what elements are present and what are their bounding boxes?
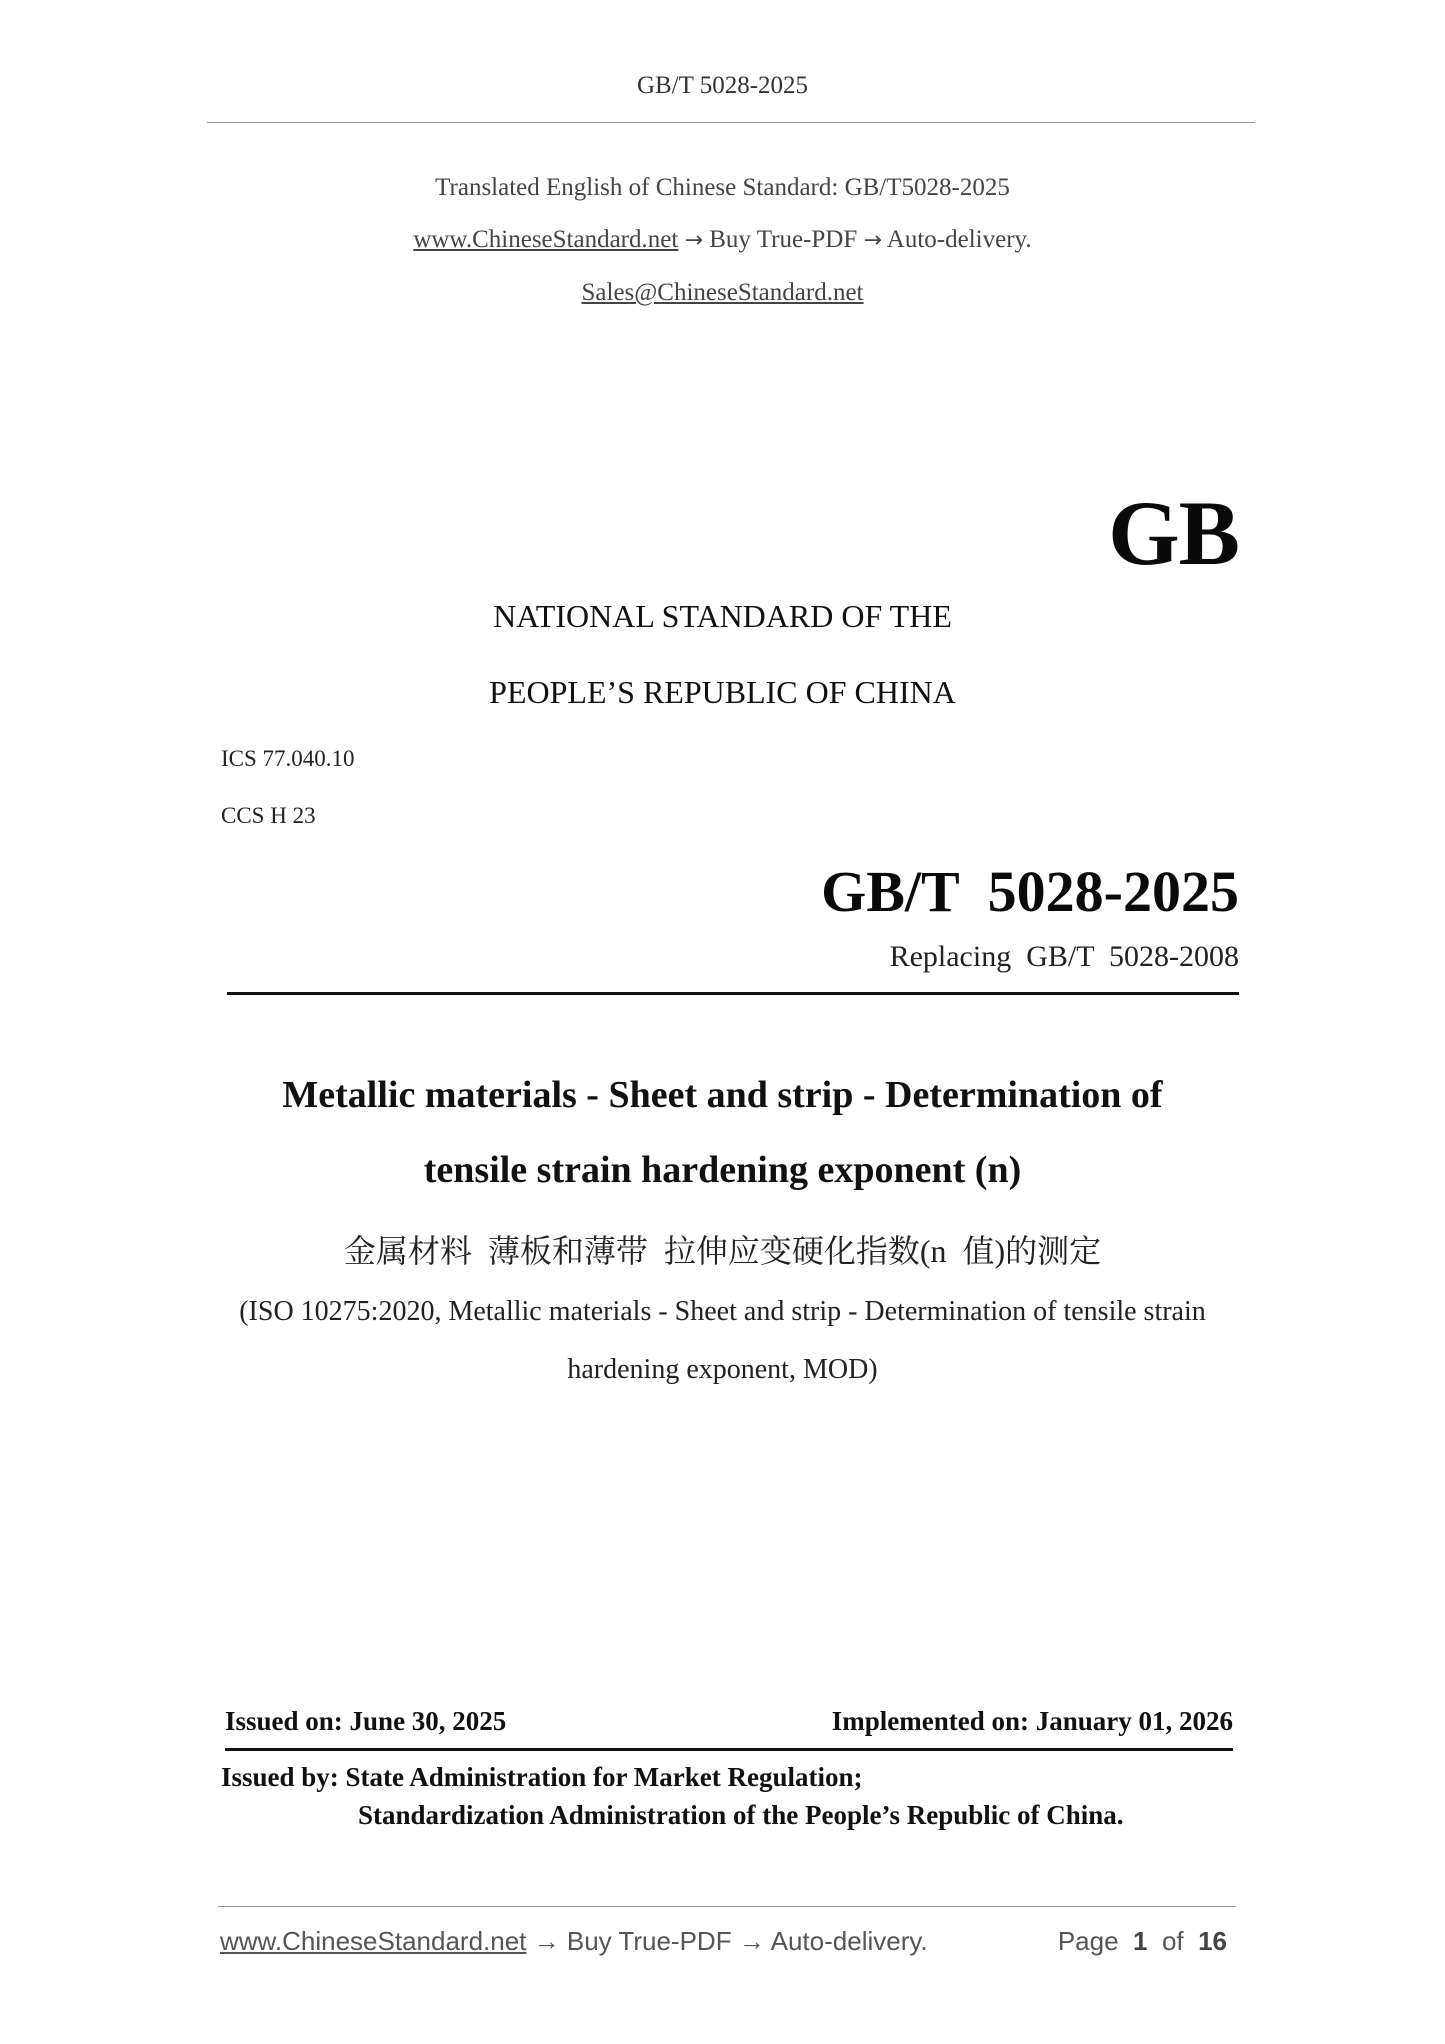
implemented-on-date: Implemented on: January 01, 2026	[831, 1706, 1233, 1736]
arrow-right-icon: →	[863, 228, 882, 253]
ics-code: ICS 77.040.10	[221, 746, 355, 771]
gb-logo: GB	[1108, 482, 1239, 584]
title-divider	[227, 992, 1239, 995]
title-en-line-2: tensile strain hardening exponent (n)	[423, 1149, 1022, 1191]
authority-line-1: NATIONAL STANDARD OF THE	[493, 598, 952, 634]
standard-code: GB/T 5028-2025	[821, 859, 1239, 924]
authority-line-2: PEOPLE’S REPUBLIC OF CHINA	[489, 674, 956, 710]
footer-divider	[218, 1906, 1236, 1907]
dates-divider	[225, 1748, 1233, 1751]
website-link[interactable]: www.ChineseStandard.net	[413, 226, 679, 253]
replacing-note: Replacing GB/T 5028-2008	[889, 940, 1239, 973]
issued-on-date: Issued on: June 30, 2025	[225, 1706, 507, 1736]
of-word: of	[1161, 1926, 1184, 1956]
page-word: Page	[1057, 1926, 1119, 1956]
purchase-line	[0, 226, 1445, 254]
running-header: GB/T 5028-2025	[636, 72, 809, 99]
buy-text: Buy True-PDF	[709, 226, 858, 253]
email-line	[0, 279, 1445, 307]
page-total: 16	[1198, 1926, 1227, 1956]
page-indicator	[1058, 1926, 1227, 1957]
footer-delivery-text: Auto-delivery.	[770, 1926, 928, 1956]
ccs-code: CCS H 23	[221, 803, 316, 828]
arrow-right-icon: →	[533, 1926, 560, 1956]
footer-website-link[interactable]: www.ChineseStandard.net	[220, 1926, 527, 1956]
iso-reference-line-2: hardening exponent, MOD)	[567, 1354, 878, 1385]
translation-notice: Translated English of Chinese Standard: GB/T5028-2025	[435, 174, 1010, 201]
issuer-line-1: Issued by: State Administration for Market Regulation;	[221, 1762, 863, 1792]
footer-purchase-line	[220, 1926, 928, 1957]
arrow-right-icon: →	[684, 228, 703, 253]
issuer-line-2: Standardization Administration of the People’s Republic of China.	[358, 1800, 1124, 1830]
footer-buy-text: Buy True-PDF	[566, 1926, 732, 1956]
delivery-text: Auto-delivery.	[886, 226, 1032, 253]
arrow-right-icon: →	[738, 1926, 765, 1956]
iso-reference-line-1: (ISO 10275:2020, Metallic materials - Sheet and strip - Determination of tensile strain	[239, 1296, 1206, 1327]
sales-email-link[interactable]: Sales@ChineseStandard.net	[581, 279, 864, 306]
page-current: 1	[1133, 1926, 1148, 1956]
title-cn: 金属材料 薄板和薄带 拉伸应变硬化指数(n 值)的测定	[343, 1233, 1102, 1269]
title-en-line-1: Metallic materials - Sheet and strip - Determination of	[282, 1074, 1163, 1116]
header-divider	[207, 122, 1255, 123]
